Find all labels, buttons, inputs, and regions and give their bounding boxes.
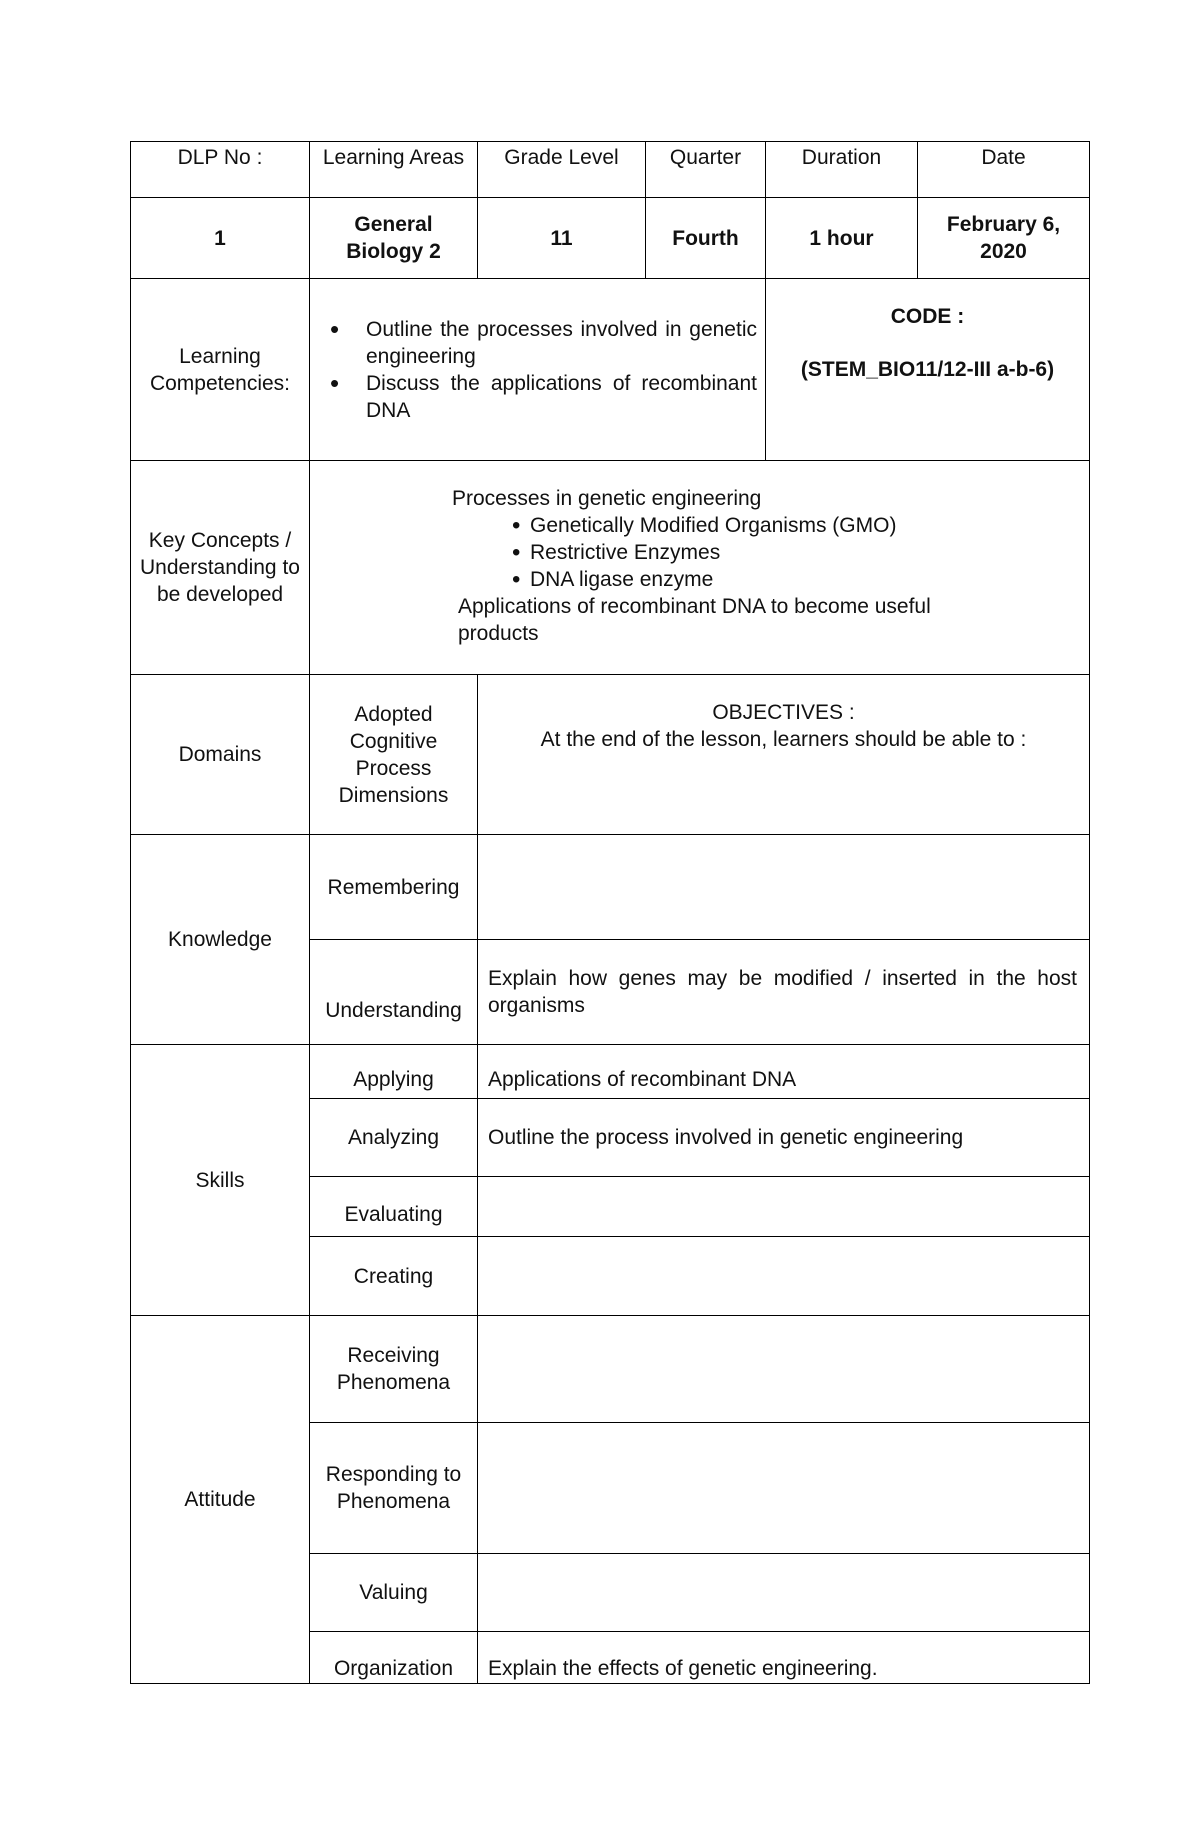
grade-level-label	[477, 141, 646, 198]
responding-objective	[477, 1422, 1090, 1554]
creating-label-text: Creating	[353, 1264, 434, 1288]
duration-label-text: Duration	[801, 146, 882, 169]
analyzing-objective	[477, 1098, 1090, 1177]
organization-objective	[477, 1631, 1090, 1684]
organization-objective-text: Explain the effects of genetic engineering.	[488, 1657, 878, 1680]
domains-label-text: Domains	[178, 743, 262, 766]
applying-objective-text: Applications of recombinant DNA	[488, 1068, 797, 1091]
applying-label-text: Applying	[353, 1068, 434, 1091]
organization-label	[309, 1631, 478, 1684]
code-value: (STEM_BIO11/12-III a-b-6)	[800, 358, 1055, 381]
organization-label-text: Organization	[333, 1657, 454, 1680]
key-concept-item: • Genetically Modified Organisms (GMO)	[512, 512, 896, 539]
date-label	[917, 141, 1090, 198]
remembering-label	[309, 834, 478, 940]
competency-item: • Discuss the applications of recombinant DNA	[324, 370, 757, 424]
key-concepts-applications: Applications of recombinant DNA to become useful products	[458, 595, 931, 645]
quarter-label	[645, 141, 766, 198]
dlp-no-label	[130, 141, 310, 198]
duration-value	[765, 197, 918, 279]
learning-competencies-label	[130, 278, 310, 461]
evaluating-label	[309, 1176, 478, 1237]
code-label: CODE :	[890, 305, 965, 328]
applying-label	[309, 1044, 478, 1099]
attitude-domain-label	[130, 1315, 310, 1684]
grade-level-label-text: Grade Level	[504, 146, 619, 169]
dlp-no-label-text: DLP No :	[177, 146, 263, 169]
valuing-label	[309, 1553, 478, 1632]
understanding-objective	[477, 939, 1090, 1045]
key-concepts-label-text: Key Concepts / Understanding to be developed	[140, 529, 300, 606]
quarter-label-text: Quarter	[669, 146, 742, 169]
understanding-objective-text: Explain how genes may be modified / inserted in the host organisms	[488, 967, 1077, 1017]
receiving-objective	[477, 1315, 1090, 1423]
knowledge-domain-label	[130, 834, 310, 1045]
dimensions-label-text: Adopted Cognitive Process Dimensions	[338, 702, 449, 807]
dimensions-label	[309, 674, 478, 835]
objectives-header	[477, 674, 1090, 835]
remembering-label-text: Remembering	[327, 875, 460, 899]
key-concept-item: • Restrictive Enzymes	[512, 539, 896, 566]
creating-objective	[477, 1236, 1090, 1316]
key-concepts-content	[309, 460, 1090, 675]
knowledge-domain-label-text: Knowledge	[168, 928, 272, 951]
dlp-no-value-text: 1	[214, 226, 226, 250]
objectives-label: OBJECTIVES :	[712, 701, 855, 724]
attitude-domain-label-text: Attitude	[184, 1488, 256, 1511]
date-value	[917, 197, 1090, 279]
applying-objective	[477, 1044, 1090, 1099]
evaluating-objective	[477, 1176, 1090, 1237]
competencies-list-cell	[309, 278, 766, 461]
dlp-no-value	[130, 197, 310, 279]
learning-areas-label-text: Learning Areas	[322, 146, 465, 169]
quarter-value	[645, 197, 766, 279]
competency-code-cell	[765, 278, 1090, 461]
key-concepts-list	[512, 512, 896, 593]
duration-label	[765, 141, 918, 198]
learning-areas-label	[309, 141, 478, 198]
quarter-value-text: Fourth	[672, 226, 739, 250]
objectives-intro: At the end of the lesson, learners should be able to :	[540, 728, 1027, 751]
analyzing-label-text: Analyzing	[347, 1126, 440, 1149]
understanding-label-text: Understanding	[325, 998, 462, 1022]
key-concepts-heading: Processes in genetic engineering	[452, 487, 762, 510]
valuing-objective	[477, 1553, 1090, 1632]
competencies-list	[324, 316, 757, 424]
analyzing-label	[309, 1098, 478, 1177]
skills-domain-label-text: Skills	[195, 1168, 245, 1192]
date-label-text: Date	[981, 146, 1026, 169]
learning-area-value	[309, 197, 478, 279]
remembering-objective	[477, 834, 1090, 940]
receiving-label-text: Receiving Phenomena	[336, 1344, 451, 1394]
responding-label	[309, 1422, 478, 1554]
receiving-label	[309, 1315, 478, 1423]
skills-domain-label	[130, 1044, 310, 1316]
creating-label	[309, 1236, 478, 1316]
understanding-label	[309, 939, 478, 1045]
grade-level-value	[477, 197, 646, 279]
duration-value-text: 1 hour	[809, 226, 874, 250]
key-concept-item: • DNA ligase enzyme	[512, 566, 896, 593]
learning-area-value-text: General Biology 2	[346, 213, 441, 263]
responding-label-text: Responding to Phenomena	[325, 1463, 462, 1513]
date-value-text: February 6, 2020	[946, 213, 1061, 263]
key-concepts-label	[130, 460, 310, 675]
competency-item: • Outline the processes involved in genetic engineering	[324, 316, 757, 370]
domains-label	[130, 674, 310, 835]
analyzing-objective-text: Outline the process involved in genetic engineering	[488, 1126, 964, 1149]
evaluating-label-text: Evaluating	[344, 1203, 443, 1226]
learning-competencies-label-text: Learning Competencies:	[149, 344, 291, 395]
grade-level-value-text: 11	[550, 226, 573, 250]
valuing-label-text: Valuing	[359, 1581, 428, 1604]
